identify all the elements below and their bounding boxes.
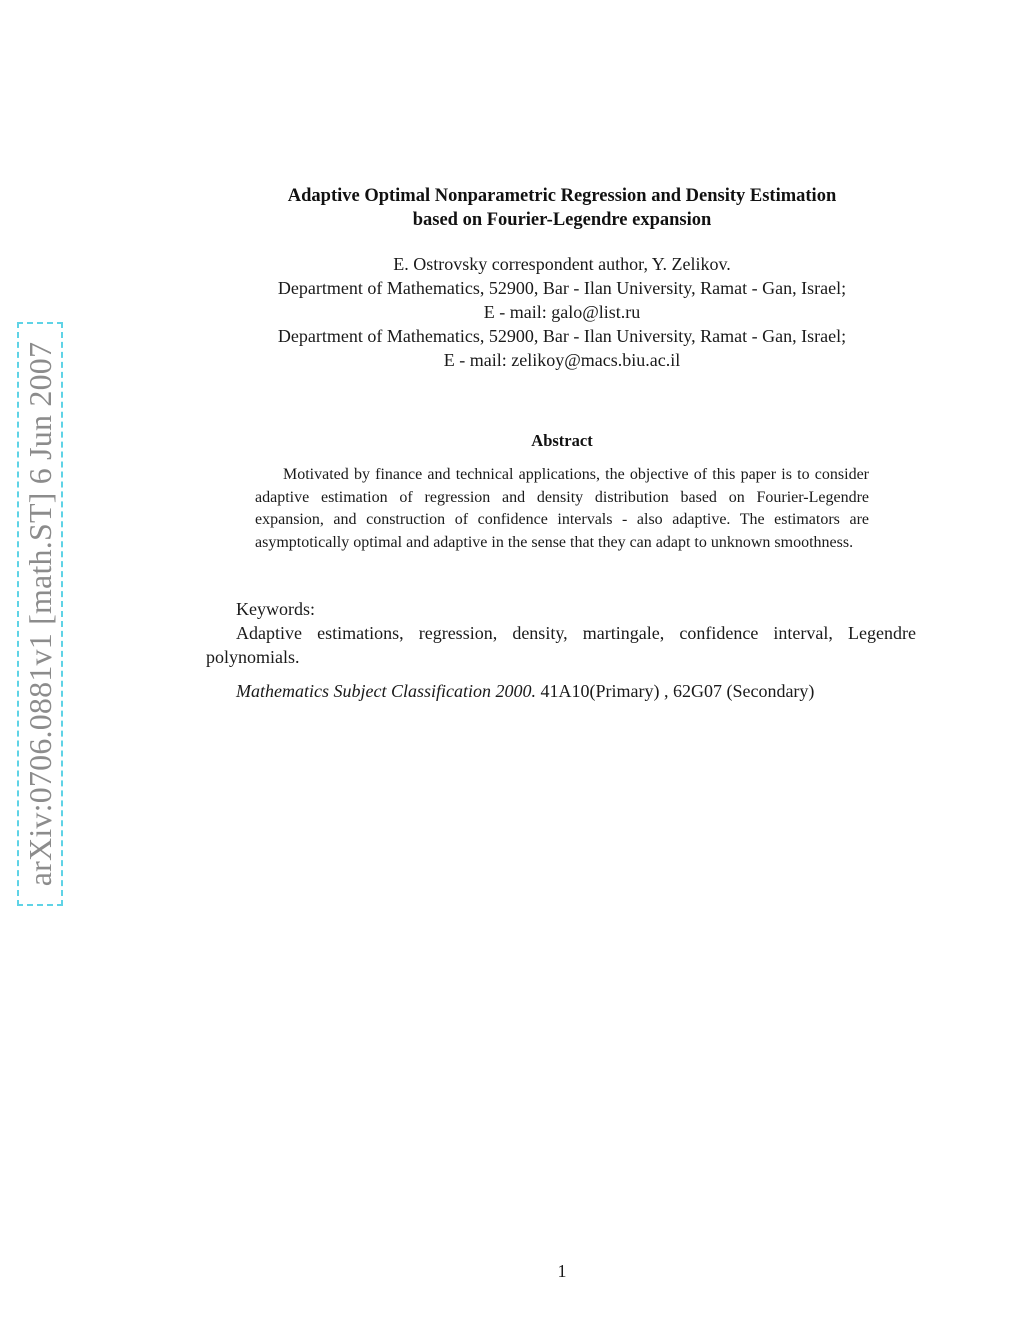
author-names: E. Ostrovsky correspondent author, Y. Zelikov.	[393, 254, 731, 274]
paper-title	[160, 184, 964, 232]
msc-codes: 41A10(Primary) , 62G07 (Secondary)	[540, 681, 815, 701]
arxiv-stamp	[17, 322, 63, 906]
keywords-text: Adaptive estimations, regression, density, martingale, confidence interval, Legendre polynomials.	[206, 623, 916, 667]
abstract-body: Motivated by finance and technical applications, the objective of this paper is to consider adaptive estimation of regression and density distribution based on Fourier-Legendre expansion, and construction of confidence intervals - also adaptive. The estimators are asymptotically optimal and adaptive in the sense that they can adapt to unknown smoothness.	[255, 466, 869, 551]
abstract-heading: Abstract	[531, 431, 593, 450]
email-1: E - mail: galo@list.ru	[483, 302, 641, 322]
arxiv-identifier: arXiv:0706.0881v1 [math.ST] 6 Jun 2007	[22, 341, 58, 887]
email-2: E - mail: zelikoy@macs.biu.ac.il	[443, 350, 681, 370]
title-line-2: based on Fourier-Legendre expansion	[412, 210, 712, 230]
affiliation-1: Department of Mathematics, 52900, Bar - Ilan University, Ramat - Gan, Israel;	[277, 278, 847, 298]
affiliation-2: Department of Mathematics, 52900, Bar - Ilan University, Ramat - Gan, Israel;	[277, 326, 847, 346]
title-line-1: Adaptive Optimal Nonparametric Regression and Density Estimation	[287, 186, 837, 206]
author-block	[160, 252, 964, 372]
msc-classification	[236, 679, 814, 703]
keywords-label: Keywords:	[236, 599, 315, 619]
page-number: 1	[557, 1261, 567, 1281]
msc-label: Mathematics Subject Classification 2000.	[236, 681, 536, 701]
